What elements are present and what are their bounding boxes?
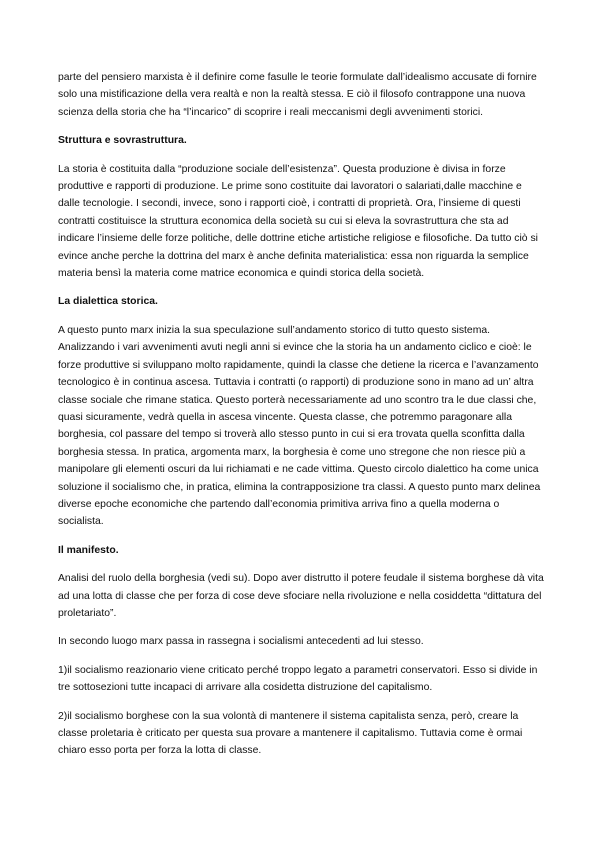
heading-dialettica: La dialettica storica. [58,296,158,308]
document-page [58,69,544,771]
paragraph-dialettica: A questo punto marx inizia la sua speculazione sull’andamento storico di tutto questo sistema. Analizzando i vari avvenimenti avuti negli anni si evince che la storia ha un andamento ciclico e cioè: le forze produttive si sviluppano molto rapidamente, quindi la classe che detiene la ricerca e l’avanzamento tecnologico è in continua ascesa. Tuttavia i contratti (o rapporti) di produzione sono in mano ad un’ altra classe sociale che rimane statica. Questo porterà necessariamente ad uno scontro tra le due classi che, quasi sicuramente, vedrà quella in ascesa vincente. Questa classe, che potremmo paragonare alla borghesia, col passare del tempo si troverà allo stesso punto in cui si era trovata quella sconfitta dalla borghesia stessa. In pratica, argomenta marx, la borghesia è come uno stregone che non riesce più a manipolare gli elementi oscuri da lui richiamati e ne cade vittima. Questo circolo dialettico ha come unica soluzione il socialismo che, in pratica, elimina la contrapposizione tra classi. A questo punto marx delinea diverse epoche economiche che partendo dall’economia primitiva arriva fino a quella moderna o socialista. [58,324,541,528]
paragraph-struttura: La storia è costituita dalla “produzione sociale dell’esistenza”. Questa produzione è divisa in forze produttive e rapporti di produzione. Le prime sono costituite dai lavoratori o salariati,dalle macchine e dalle tecnologie. I secondi, invece, sono i rapporti cioè, i contratti di proprietà. Ora, l’insieme di questi contratti costituisce la struttura economica della società su cui si eleva la sovrastruttura che sta ad indicare l’insieme delle forze politiche, delle dottrine etiche artistiche religiose e filosofiche. Da tutto ciò si evince anche perche la dottrina del marx è anche definita materialistica: essa non riguarda la semplice materia bensì la materia come matrice economica e quindi storica della società. [58,163,538,280]
heading-manifesto: Il manifesto. [58,544,119,556]
paragraph-socialismi: In secondo luogo marx passa in rassegna i socialismi antecedenti ad lui stesso. [58,636,424,648]
paragraph-manifesto: Analisi del ruolo della borghesia (vedi su). Dopo aver distrutto il potere feudale il sistema borghese dà vita ad una lotta di classe che per forza di cose deve sfociare nella rivoluzione e nella cosiddetta “dittatura del proletariato”. [58,573,544,619]
paragraph-socialismo-borghese: 2)il socialismo borghese con la sua volontà di mantenere il sistema capitalista senza, però, creare la classe proletaria è criticato per questa sua provare a mantenere il capitalismo. Tuttavia come è ormai chiaro esso porta per forza la lotta di classe. [58,710,523,757]
paragraph-intro: parte del pensiero marxista è il definire come fasulle le teorie formulate dall’idealismo accusate di fornire solo una mistificazione della vera realtà e non la realtà stessa. E ciò il filosofo contrappone una nuova scienza della storia che ha “l’incarico” di scoprire i reali meccanismi degli avvenimenti storici. [58,72,537,118]
paragraph-socialismo-reazionario: 1)il socialismo reazionario viene criticato perché troppo legato a parametri conservatori. Esso si divide in tre sottosezioni tutte incapaci di arrivare alla cosidetta distruzione del capitalismo. [58,664,538,694]
heading-struttura: Struttura e sovrastruttura. [58,135,187,147]
